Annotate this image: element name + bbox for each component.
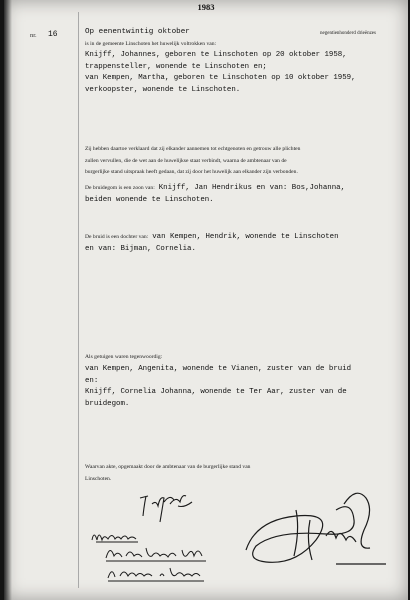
groom-parents-residence: beiden wonende te Linschoten. (85, 195, 214, 204)
bride-parents-label: De bruid is een dochter van: (85, 234, 149, 240)
witnesses-label: Als getuigen waren tegenwoordig: (85, 354, 163, 360)
closing-text (85, 462, 250, 485)
signature-registrar (236, 480, 396, 580)
declaration-line: zullen vervullen, die de wet aan de huwelijkse staat verbindt, waarna de ambtenaar van de (85, 157, 287, 164)
party-line: trappensteller, wonende te Linschoten en; (85, 62, 267, 71)
signature-witness-knijff (102, 542, 212, 564)
bride-parents-father: van Kempen, Hendrik, wonende te Linschoten (152, 233, 339, 241)
declaration-line: burgerlijke stand uitspraak heeft gedaan, dat zij door het huwelijk aan elkander zijn verbonden. (85, 169, 298, 175)
groom-parents (85, 179, 345, 206)
witnesses-block (85, 364, 351, 410)
page-edge-shadow (4, 0, 12, 600)
declaration-text (85, 144, 300, 179)
witness-line: van Kempen, Angenita, wonende te Vianen, zuster van de bruid (85, 365, 352, 373)
declaration-line: Zij hebben daartoe verklaard dat zij elkander aannemen tot echtgenoten en getrouw alle plichten (85, 146, 301, 152)
groom-parents-label: De bruidegom is een zoon van: (85, 185, 155, 191)
closing-line: Waarvan akte, opgemaakt door de ambtenaar van de burgerlijke stand van (85, 464, 251, 470)
intro-text: is in de gemeente Linschoten het huwelijk voltrokken van: (85, 41, 217, 47)
groom-parents-names: Knijff, Jan Hendrikus en van: Bos,Johanna, (158, 184, 346, 192)
marriage-date: Op eenentwintig oktober (85, 28, 190, 36)
signature-witness-van-kempen (104, 562, 214, 584)
entry-number-label: nr. (30, 32, 37, 39)
party-line: Knijff, Johannes, geboren te Linschoten op 20 oktober 1958, (85, 51, 347, 59)
bride-parents (85, 228, 339, 255)
witness-line: Knijff, Cornelia Johanna, wonende te Ter Aar, zuster van de (85, 388, 347, 396)
page-year: 1983 (197, 2, 215, 12)
closing-line: Linschoten. (85, 475, 112, 482)
party-line: verkoopster, wonende te Linschoten. (85, 85, 241, 94)
party-line: van Kempen, Martha, geboren te Linschoten op 10 oktober 1959, (85, 74, 356, 82)
register-page (4, 0, 408, 600)
bride-parents-mother: en van: Bijman, Cornelia. (85, 244, 196, 253)
witness-line: en: (85, 376, 99, 385)
marriage-year-words: negentienhonderd drieënzes (320, 31, 376, 36)
margin-rule (78, 12, 79, 588)
entry-number: 16 (48, 30, 58, 39)
parties-block (85, 50, 356, 96)
witness-line: bruidegom. (85, 399, 130, 408)
signature-groom (134, 486, 204, 526)
